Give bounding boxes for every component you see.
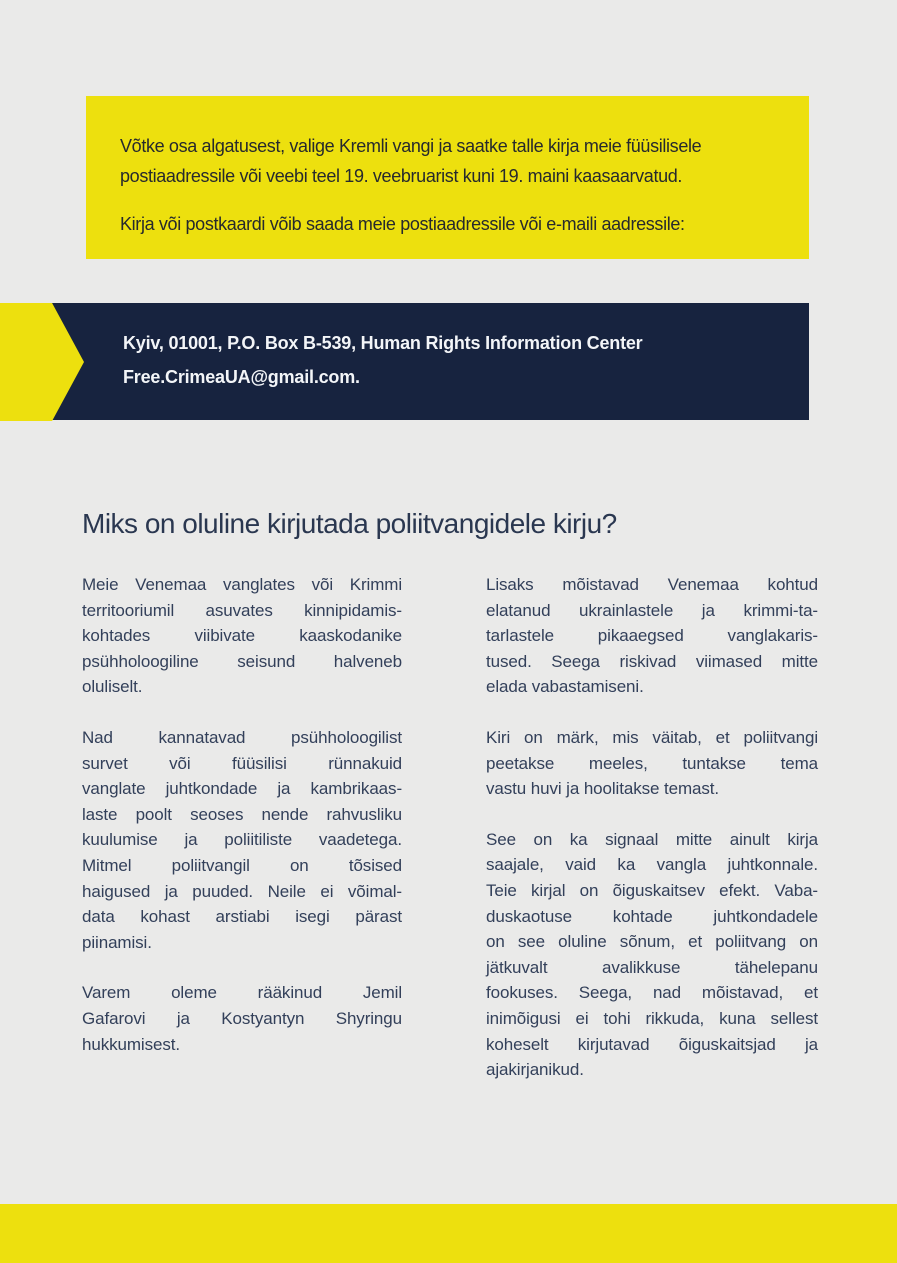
intro-paragraph-participation: Võtke osa algatusest, valige Kremli vangi ja saatke talle kirja meie füüsilisele postiaadressile või veebi teel 19. veebruarist kuni 19. maini kaasaarvatud. bbox=[120, 136, 702, 186]
left-column bbox=[82, 572, 402, 1108]
contact-banner bbox=[52, 303, 809, 420]
paragraph-long-sentences: Lisaks mõistavad Venemaa kohtud elatanud ukrainlastele ja krimmi-ta- tarlastele pikaaegsed vanglakaris- tused. Seega riskivad viimased mitte elada vabastamiseni. bbox=[486, 575, 818, 697]
paragraph-psychological-pressure: Nad kannatavad psühholoogilist survet või füüsilisi rünnakuid vanglate juhtkondade ja kambrikaas- laste poolt seoses nende rahvusliku kuulumise ja poliitiliste vaadetega. Mitmel poliitvangil on tõsised haigused ja puuded. Neile ei võimal- data kohast arstiabi isegi pärast piinamisi. bbox=[82, 727, 402, 952]
right-column bbox=[486, 572, 818, 1108]
intro-paragraph-send-options: Kirja või postkaardi võib saada meie postiaadressile või e-maili aadressile: bbox=[120, 214, 685, 234]
call-to-action-box bbox=[86, 96, 809, 259]
body-columns bbox=[82, 572, 818, 1108]
paragraph-letter-as-sign: Kiri on märk, mis väitab, et poliitvangi peetakse meeles, tuntakse tema vastu huvi ja hoolitakse temast. bbox=[486, 727, 818, 799]
paragraph-signal-to-administration: See on ka signaal mitte ainult kirja saajale, vaid ka vangla juhtkonnale. Teie kirjal on õiguskaitsev efekt. Vaba- duskaotuse kohtade juhtkondadele on see oluline sõnum, et poliitvang on jätkuvalt avalikkuse tähelepanu fookuses. Seega, nad mõistavad, et inimõigusi ei tohi rikkuda, kuna sellest koheselt kirjutavad õiguskaitsjad ja ajakirjanikud. bbox=[486, 829, 818, 1080]
postal-address: Kyiv, 01001, P.O. Box B-539, Human Rights Information Center bbox=[123, 333, 643, 353]
section-heading: Miks on oluline kirjutada poliitvangidele kirju? bbox=[82, 507, 617, 539]
paragraph-deaths-mentioned: Varem oleme rääkinud Jemil Gafarovi ja Kostyantyn Shyringu hukkumisest. bbox=[82, 983, 402, 1054]
email-address: Free.CrimeaUA@gmail.com. bbox=[123, 367, 360, 387]
paragraph-prison-conditions: Meie Venemaa vanglates või Krimmi territooriumil asuvates kinnipidamis- kohtades viibivate kaaskodanike psühholoogiline seisund halveneb oluliselt. bbox=[82, 575, 402, 697]
bottom-accent-bar bbox=[0, 1204, 897, 1263]
